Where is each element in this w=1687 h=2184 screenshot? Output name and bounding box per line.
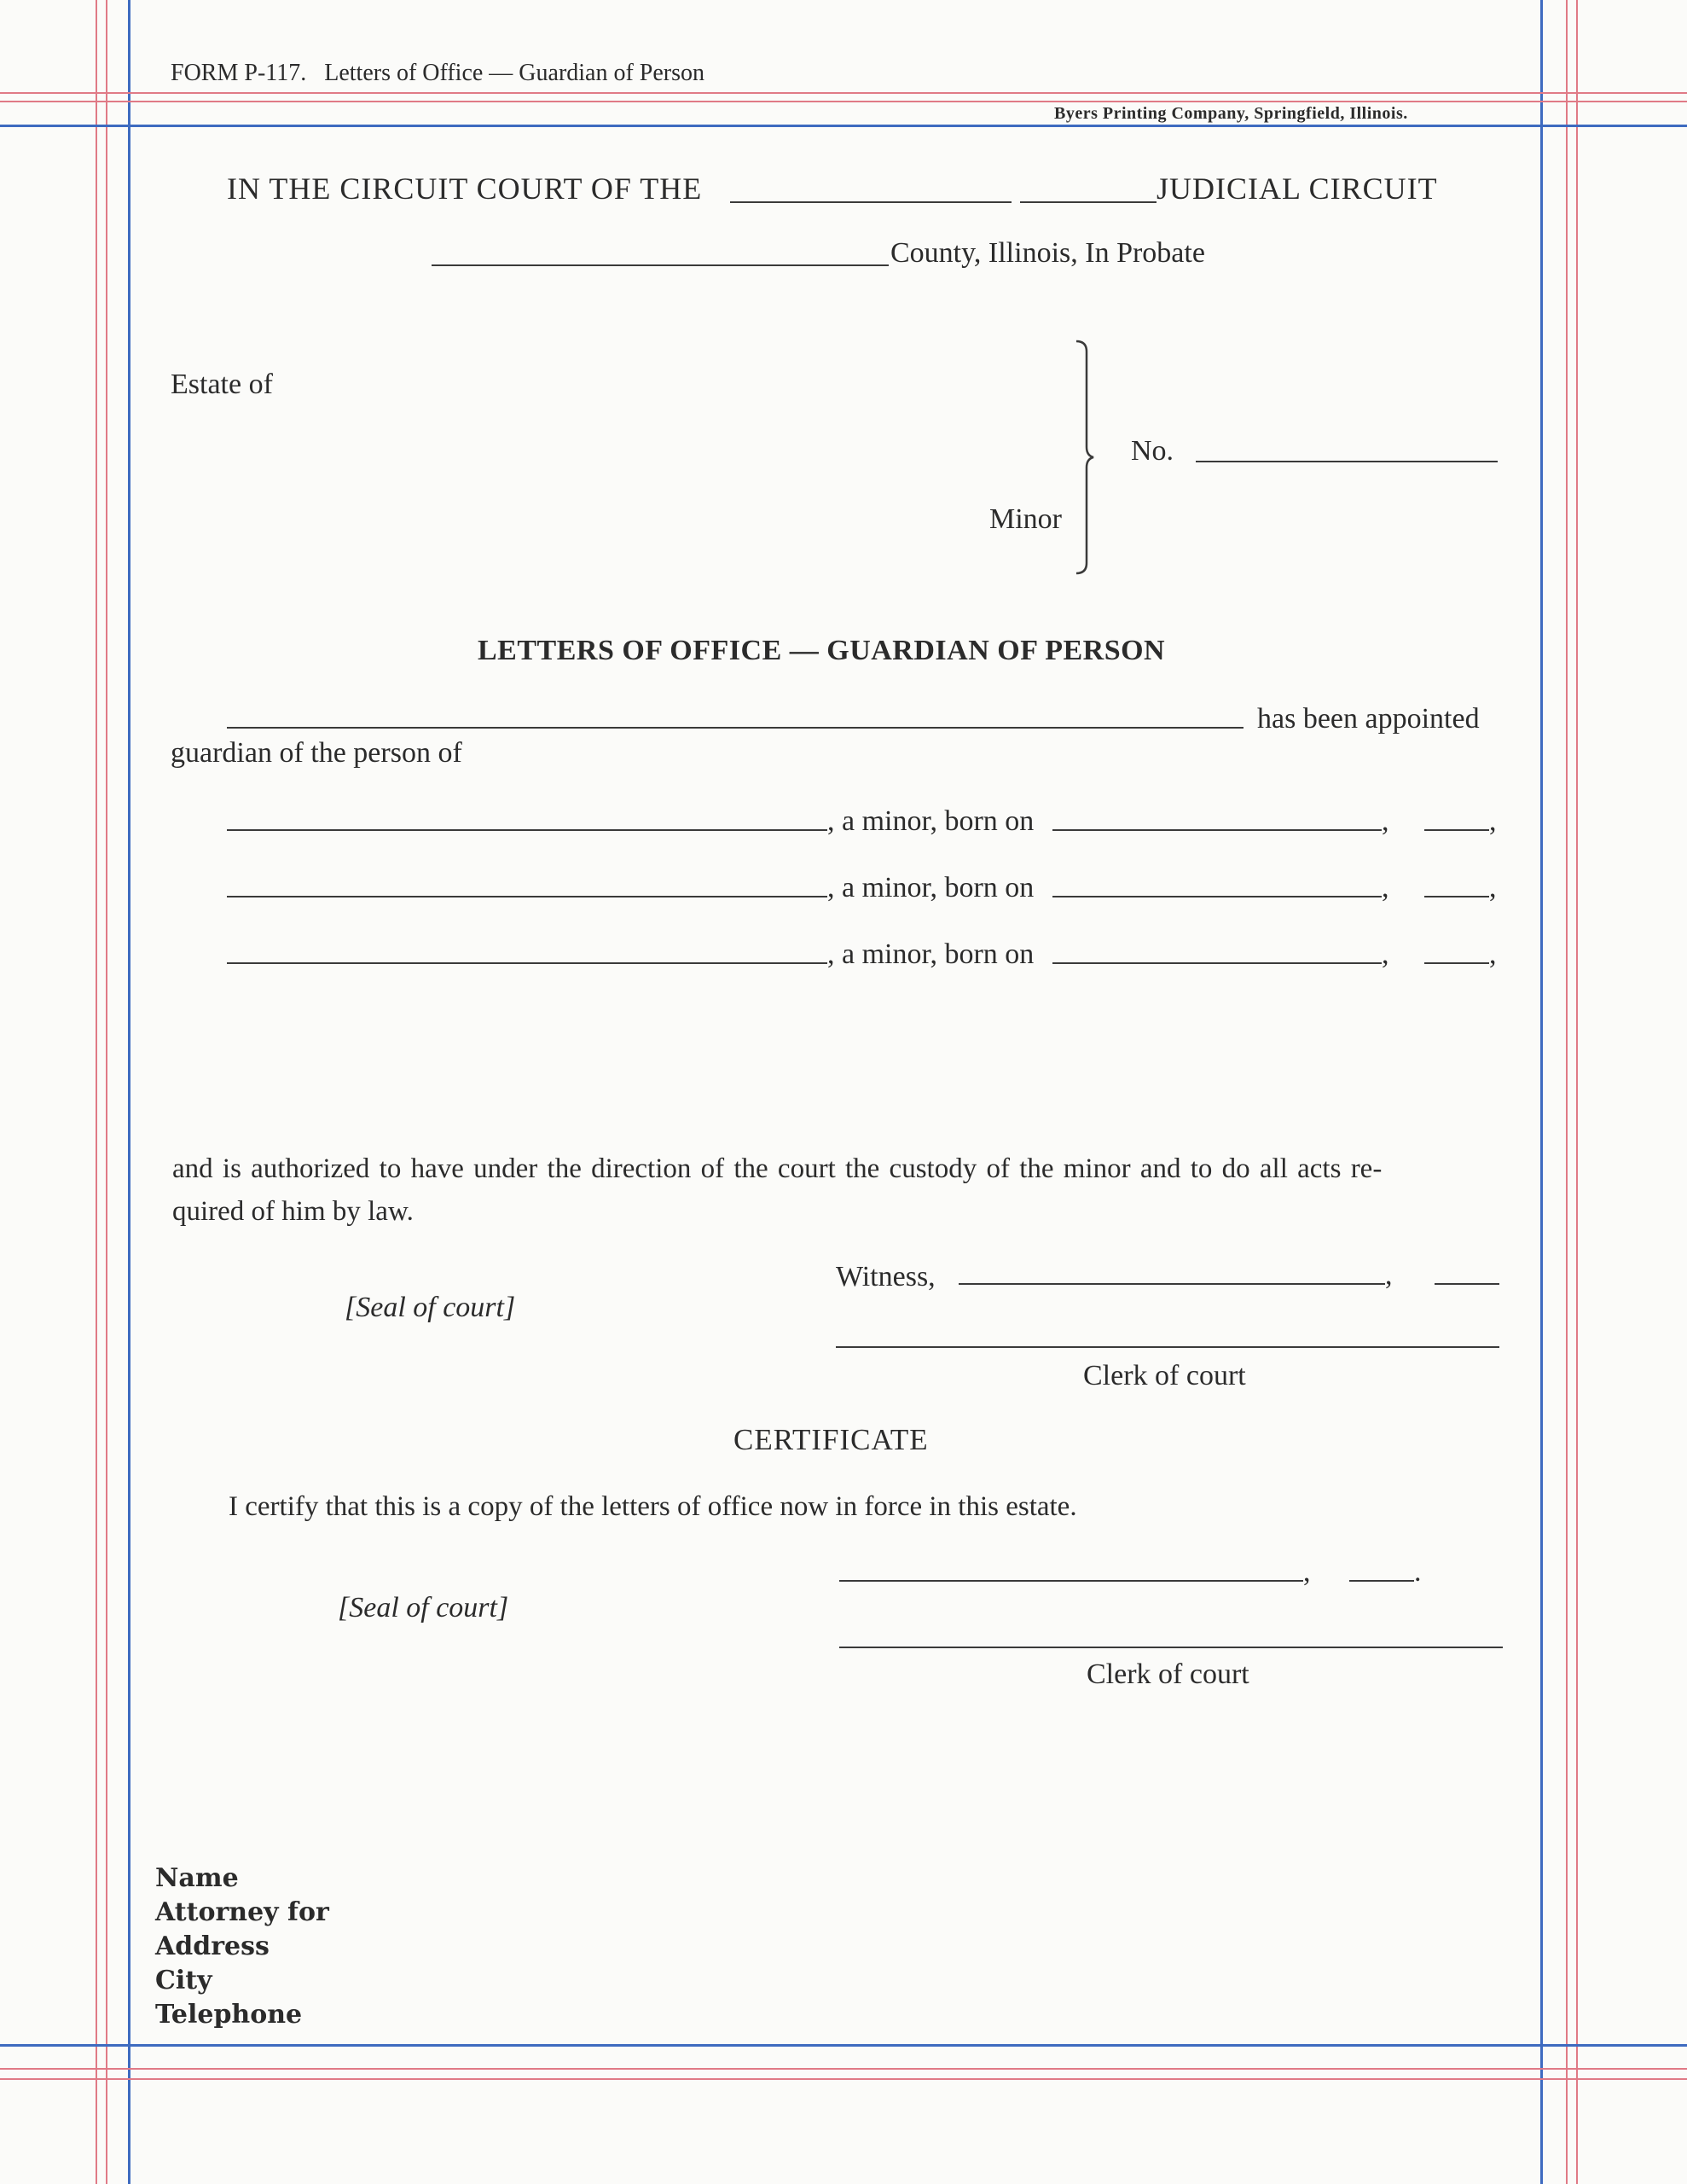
authorization-line-2: quired of him by law.	[172, 1196, 414, 1227]
birth-date-field[interactable]	[1052, 896, 1382, 897]
minor-born-text: , a minor, born on	[827, 872, 1035, 903]
minor-name-field[interactable]	[227, 896, 827, 897]
attorney-address-label: Address	[155, 1931, 270, 1961]
birth-year-field[interactable]	[1424, 829, 1489, 831]
certificate-heading: CERTIFICATE	[733, 1423, 929, 1456]
attorney-name-label: Name	[155, 1863, 239, 1893]
comma: ,	[1382, 872, 1389, 903]
witness-label: Witness,	[836, 1261, 936, 1292]
minor-born-text: , a minor, born on	[827, 938, 1035, 970]
caption-brace	[1068, 338, 1102, 577]
county-field[interactable]	[432, 264, 889, 266]
margin-rule-blue	[0, 125, 1687, 127]
comma: ,	[1489, 872, 1497, 903]
court-line-right: JUDICIAL CIRCUIT	[1157, 171, 1438, 206]
certificate-date-field[interactable]	[839, 1580, 1303, 1582]
attorney-telephone-label: Telephone	[155, 2000, 303, 2030]
margin-rule-red	[0, 92, 1687, 94]
margin-rule-red	[0, 101, 1687, 102]
certificate-seal: [Seal of court]	[338, 1592, 509, 1623]
margin-rule-red	[1566, 0, 1568, 2184]
birth-year-field[interactable]	[1424, 896, 1489, 897]
form-title: Letters of Office — Guardian of Person	[324, 60, 705, 86]
minor-born-text: , a minor, born on	[827, 805, 1035, 837]
birth-year-field[interactable]	[1424, 962, 1489, 964]
certificate-clerk-label: Clerk of court	[1087, 1658, 1249, 1690]
margin-rule-blue	[0, 2044, 1687, 2047]
estate-of-label: Estate of	[171, 369, 273, 400]
margin-rule-blue	[128, 0, 130, 2184]
certificate-clerk-signature-field[interactable]	[839, 1647, 1503, 1648]
margin-rule-red	[0, 2078, 1687, 2080]
case-number-label: No.	[1131, 435, 1174, 467]
form-header	[171, 60, 704, 87]
minor-label: Minor	[989, 503, 1062, 535]
birth-date-field[interactable]	[1052, 829, 1382, 831]
comma: ,	[1385, 1259, 1393, 1291]
guardian-of-text: guardian of the person of	[171, 737, 462, 769]
court-line-left: IN THE CIRCUIT COURT OF THE	[227, 171, 703, 206]
seal-of-court: [Seal of court]	[345, 1292, 516, 1323]
county-line: County, Illinois, In Probate	[890, 237, 1205, 269]
witness-year-field[interactable]	[1435, 1283, 1499, 1285]
case-number-field[interactable]	[1196, 461, 1498, 462]
guardian-name-field[interactable]	[227, 727, 1244, 729]
margin-rule-blue	[1540, 0, 1543, 2184]
attorney-for-label: Attorney for	[155, 1897, 329, 1927]
attorney-city-label: City	[155, 1966, 212, 1995]
margin-rule-red	[106, 0, 107, 2184]
printer-imprint: Byers Printing Company, Springfield, Illinois.	[1054, 104, 1408, 123]
certificate-year-field[interactable]	[1349, 1580, 1414, 1582]
document-title: LETTERS OF OFFICE — GUARDIAN OF PERSON	[478, 635, 1166, 666]
clerk-signature-field[interactable]	[836, 1346, 1499, 1348]
form-id: FORM P-117.	[171, 60, 307, 86]
appointed-text: has been appointed	[1257, 703, 1480, 735]
period: .	[1414, 1556, 1422, 1588]
attorney-block	[155, 1862, 329, 2032]
witness-date-field[interactable]	[959, 1283, 1385, 1285]
margin-rule-red	[0, 2068, 1687, 2070]
comma: ,	[1382, 938, 1389, 970]
margin-rule-red	[1576, 0, 1578, 2184]
clerk-label: Clerk of court	[1083, 1360, 1246, 1391]
certificate-text: I certify that this is a copy of the letters of office now in force in this estate.	[229, 1491, 1077, 1522]
circuit-number-field[interactable]	[730, 201, 1012, 203]
birth-date-field[interactable]	[1052, 962, 1382, 964]
circuit-number-field-2[interactable]	[1020, 201, 1157, 203]
comma: ,	[1303, 1556, 1311, 1588]
comma: ,	[1489, 938, 1497, 970]
minor-name-field[interactable]	[227, 829, 827, 831]
authorization-line-1: and is authorized to have under the direction of the court the custody of the minor and to do all acts re-	[172, 1153, 1383, 1184]
minor-name-field[interactable]	[227, 962, 827, 964]
margin-rule-red	[96, 0, 97, 2184]
comma: ,	[1489, 805, 1497, 837]
comma: ,	[1382, 805, 1389, 837]
